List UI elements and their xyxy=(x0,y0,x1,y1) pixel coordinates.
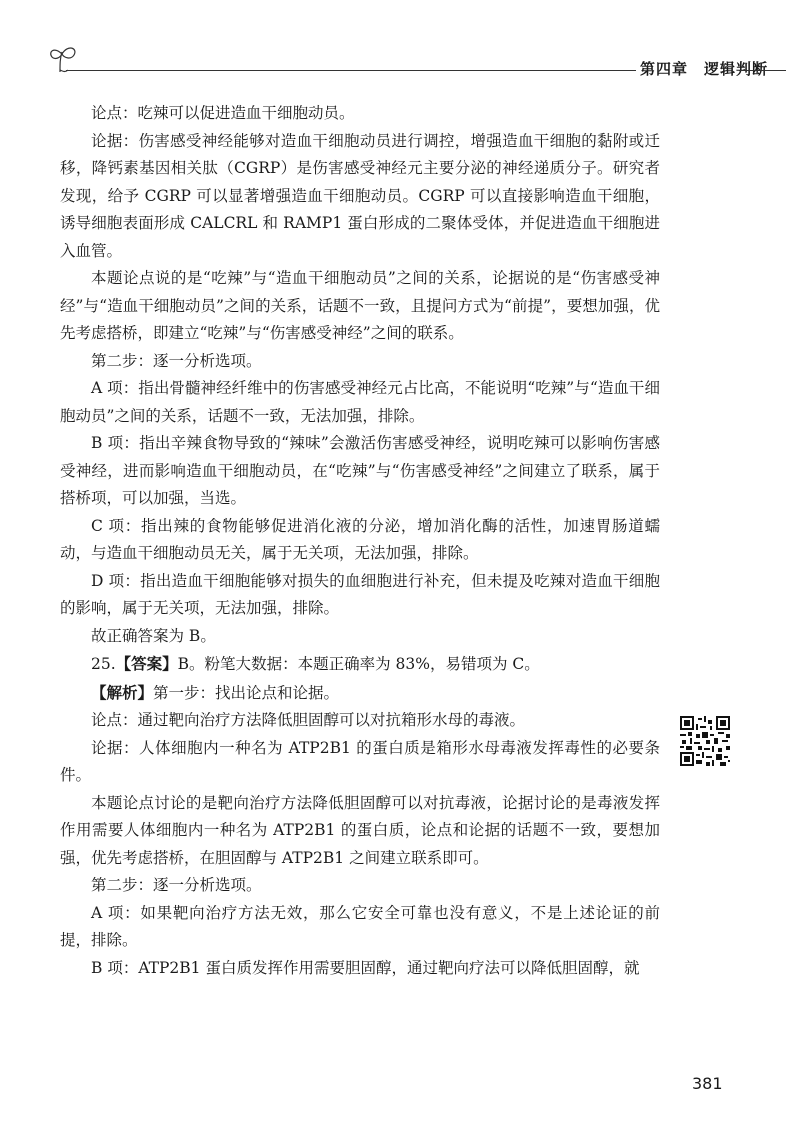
answer-text: B。粉笔大数据：本题正确率为 83%，易错项为 C。 xyxy=(177,655,540,673)
paragraph: A 项：指出骨髓神经纤维中的伤害感受神经元占比高，不能说明“吃辣”与“造血干细胞动员”之间的关系，话题不一致，无法加强，排除。 xyxy=(60,379,660,425)
qr-code-icon[interactable] xyxy=(680,716,730,766)
paragraph: A 项：如果靶向治疗方法无效，那么它安全可靠也没有意义，不是上述论证的前提，排除。 xyxy=(60,903,660,949)
paragraph: 论据：人体细胞内一种名为 ATP2B1 的蛋白质是箱形水母毒液发挥毒性的必要条件。 xyxy=(60,738,660,784)
question-number: 25. xyxy=(91,655,116,673)
paragraph: B 项：ATP2B1 蛋白质发挥作用需要胆固醇，通过靶向疗法可以降低胆固醇，就 xyxy=(91,958,640,977)
paragraph: B 项：指出辛辣食物导致的“辣味”会激活伤害感受神经，说明吃辣可以影响伤害感受神经，进而影响造血干细胞动员，在“吃辣”与“伤害感受神经”之间建立了联系，属于搭桥项，可以加强，当选。 xyxy=(60,434,660,507)
paragraph: 本题论点讨论的是靶向治疗方法降低胆固醇可以对抗毒液，论据讨论的是毒液发挥作用需要人体细胞内一种名为 ATP2B1 的蛋白质，论点和论据的话题不一致，要想加强，优先考虑搭桥，在胆固醇与 ATP2B1 之间建立联系即可。 xyxy=(60,793,660,867)
paragraph: C 项：指出辣的食物能够促进消化液的分泌，增加消化酶的活性，加速胃肠道蠕动，与造血干细胞动员无关，属于无关项，无法加强，排除。 xyxy=(60,516,660,562)
paragraph: 第二步：逐一分析选项。 xyxy=(91,351,262,370)
paragraph: 论点：通过靶向治疗方法降低胆固醇可以对抗箱形水母的毒液。 xyxy=(91,711,526,729)
analysis-line xyxy=(60,679,660,708)
analysis-tag: 【解析】 xyxy=(91,682,154,702)
paragraph: 论点：吃辣可以促进造血干细胞动员。 xyxy=(91,104,355,122)
paragraph: 故正确答案为 B。 xyxy=(91,626,216,645)
page-header xyxy=(46,42,786,82)
paragraph: 本题论点说的是“吃辣”与“造血干细胞动员”之间的关系，论据说的是“伤害感受神经”与“造血干细胞动员”之间的关系，话题不一致，且提问方式为“前提”，要想加强，优先考虑搭桥，即建立“吃辣”与“伤害感受神经”之间的联系。 xyxy=(60,269,660,342)
header-rule-right xyxy=(739,70,786,71)
answer-line xyxy=(60,650,660,679)
chapter-title: 第四章 逻辑判断 xyxy=(640,60,769,78)
page-number: 381 xyxy=(692,1074,723,1093)
page-body xyxy=(60,100,660,982)
paragraph: D 项：指出造血干细胞能够对损失的血细胞进行补充，但未提及吃辣对造血干细胞的影响，属于无关项，无法加强，排除。 xyxy=(60,571,660,617)
paragraph: 论据：伤害感受神经能够对造血干细胞动员进行调控，增强造血干细胞的黏附或迁移，降钙素基因相关肽（CGRP）是伤害感受神经元主要分泌的神经递质分子。研究者发现，给予 CGRP 可以显著增强造血干细胞动员。CGRP 可以直接影响造血干细胞，诱导细胞表面形成 CALCRL 和 RAMP1 蛋白形成的二聚体受体，并促进造血干细胞进入血管。 xyxy=(60,131,660,260)
answer-tag: 【答案】 xyxy=(115,654,178,673)
analysis-text: 第一步：找出论点和论据。 xyxy=(153,683,340,702)
header-rule-left xyxy=(66,70,636,71)
paragraph: 第二步：逐一分析选项。 xyxy=(91,876,262,894)
